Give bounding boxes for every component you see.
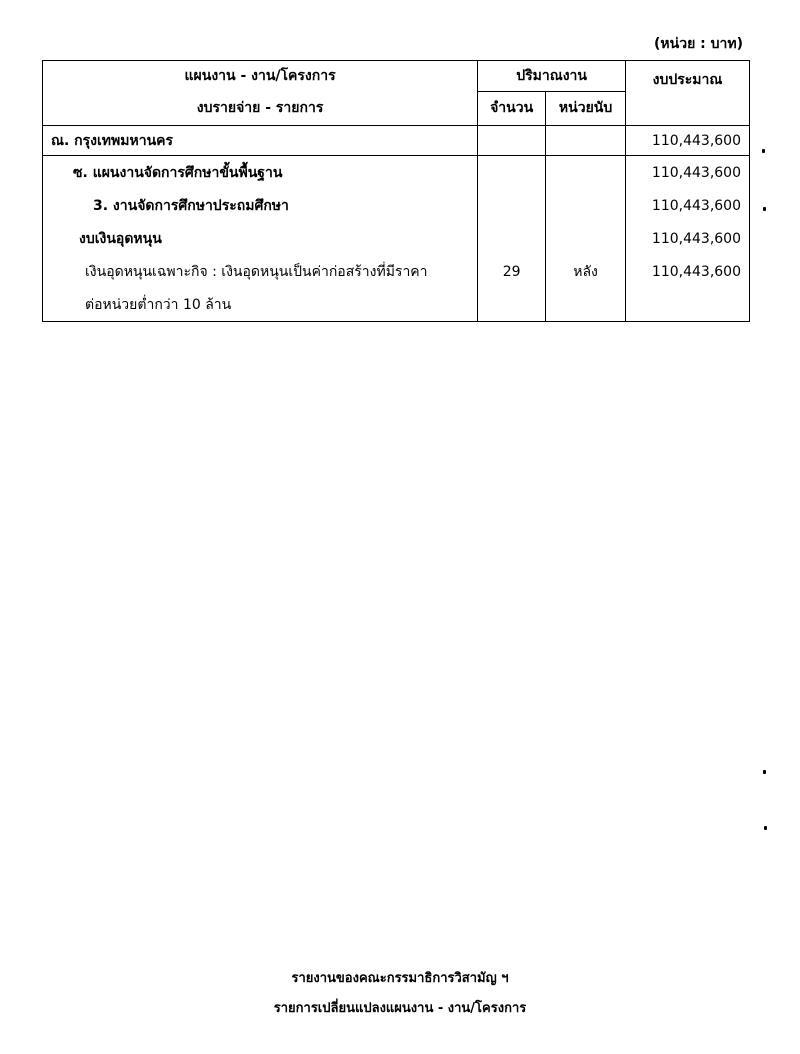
row-unit bbox=[546, 189, 626, 222]
row-label: ณ. กรุงเทพมหานคร bbox=[43, 126, 478, 156]
row-label: งบเงินอุดหนุน bbox=[43, 222, 478, 255]
unit-note: (หน่วย : บาท) bbox=[654, 36, 743, 52]
row-budget bbox=[626, 288, 750, 322]
row-unit bbox=[546, 288, 626, 322]
row-count: 29 bbox=[478, 255, 546, 288]
row-budget: 110,443,600 bbox=[626, 189, 750, 222]
row-count bbox=[478, 156, 546, 190]
row-unit bbox=[546, 156, 626, 190]
row-budget: 110,443,600 bbox=[626, 222, 750, 255]
footer-line-1: รายงานของคณะกรรมาธิการวิสามัญ ฯ bbox=[291, 971, 509, 986]
row-count bbox=[478, 288, 546, 322]
table-row bbox=[43, 222, 750, 255]
scan-mark bbox=[763, 207, 766, 211]
row-label: ซ. แผนงานจัดการศึกษาขั้นพื้นฐาน bbox=[43, 156, 478, 190]
page-footer bbox=[0, 964, 800, 1024]
budget-table bbox=[42, 60, 750, 322]
header-count: จำนวน bbox=[478, 91, 546, 126]
row-count bbox=[478, 126, 546, 156]
scan-mark bbox=[763, 770, 766, 774]
header-plan: แผนงาน - งาน/โครงการ bbox=[43, 61, 478, 92]
header-quantity: ปริมาณงาน bbox=[478, 61, 626, 92]
table-row bbox=[43, 156, 750, 190]
row-label: เงินอุดหนุนเฉพาะกิจ : เงินอุดหนุนเป็นค่าก่อสร้างที่มีราคา bbox=[43, 255, 478, 288]
row-unit: หลัง bbox=[546, 255, 626, 288]
row-count bbox=[478, 189, 546, 222]
row-budget: 110,443,600 bbox=[626, 156, 750, 190]
header-sub: งบรายจ่าย - รายการ bbox=[43, 91, 478, 126]
row-budget: 110,443,600 bbox=[626, 255, 750, 288]
header-budget: งบประมาณ bbox=[626, 61, 750, 126]
header-unit: หน่วยนับ bbox=[546, 91, 626, 126]
row-budget: 110,443,600 bbox=[626, 126, 750, 156]
row-count bbox=[478, 222, 546, 255]
row-unit bbox=[546, 126, 626, 156]
table-row bbox=[43, 126, 750, 156]
row-unit bbox=[546, 222, 626, 255]
scan-mark bbox=[764, 826, 767, 830]
table-row bbox=[43, 288, 750, 322]
footer-line-2: รายการเปลี่ยนแปลงแผนงาน - งาน/โครงการ bbox=[273, 1001, 527, 1016]
row-label: ต่อหน่วยต่ำกว่า 10 ล้าน bbox=[43, 288, 478, 322]
table-row bbox=[43, 255, 750, 288]
table-row bbox=[43, 189, 750, 222]
row-label: 3. งานจัดการศึกษาประถมศึกษา bbox=[43, 189, 478, 222]
scan-mark bbox=[762, 149, 765, 153]
